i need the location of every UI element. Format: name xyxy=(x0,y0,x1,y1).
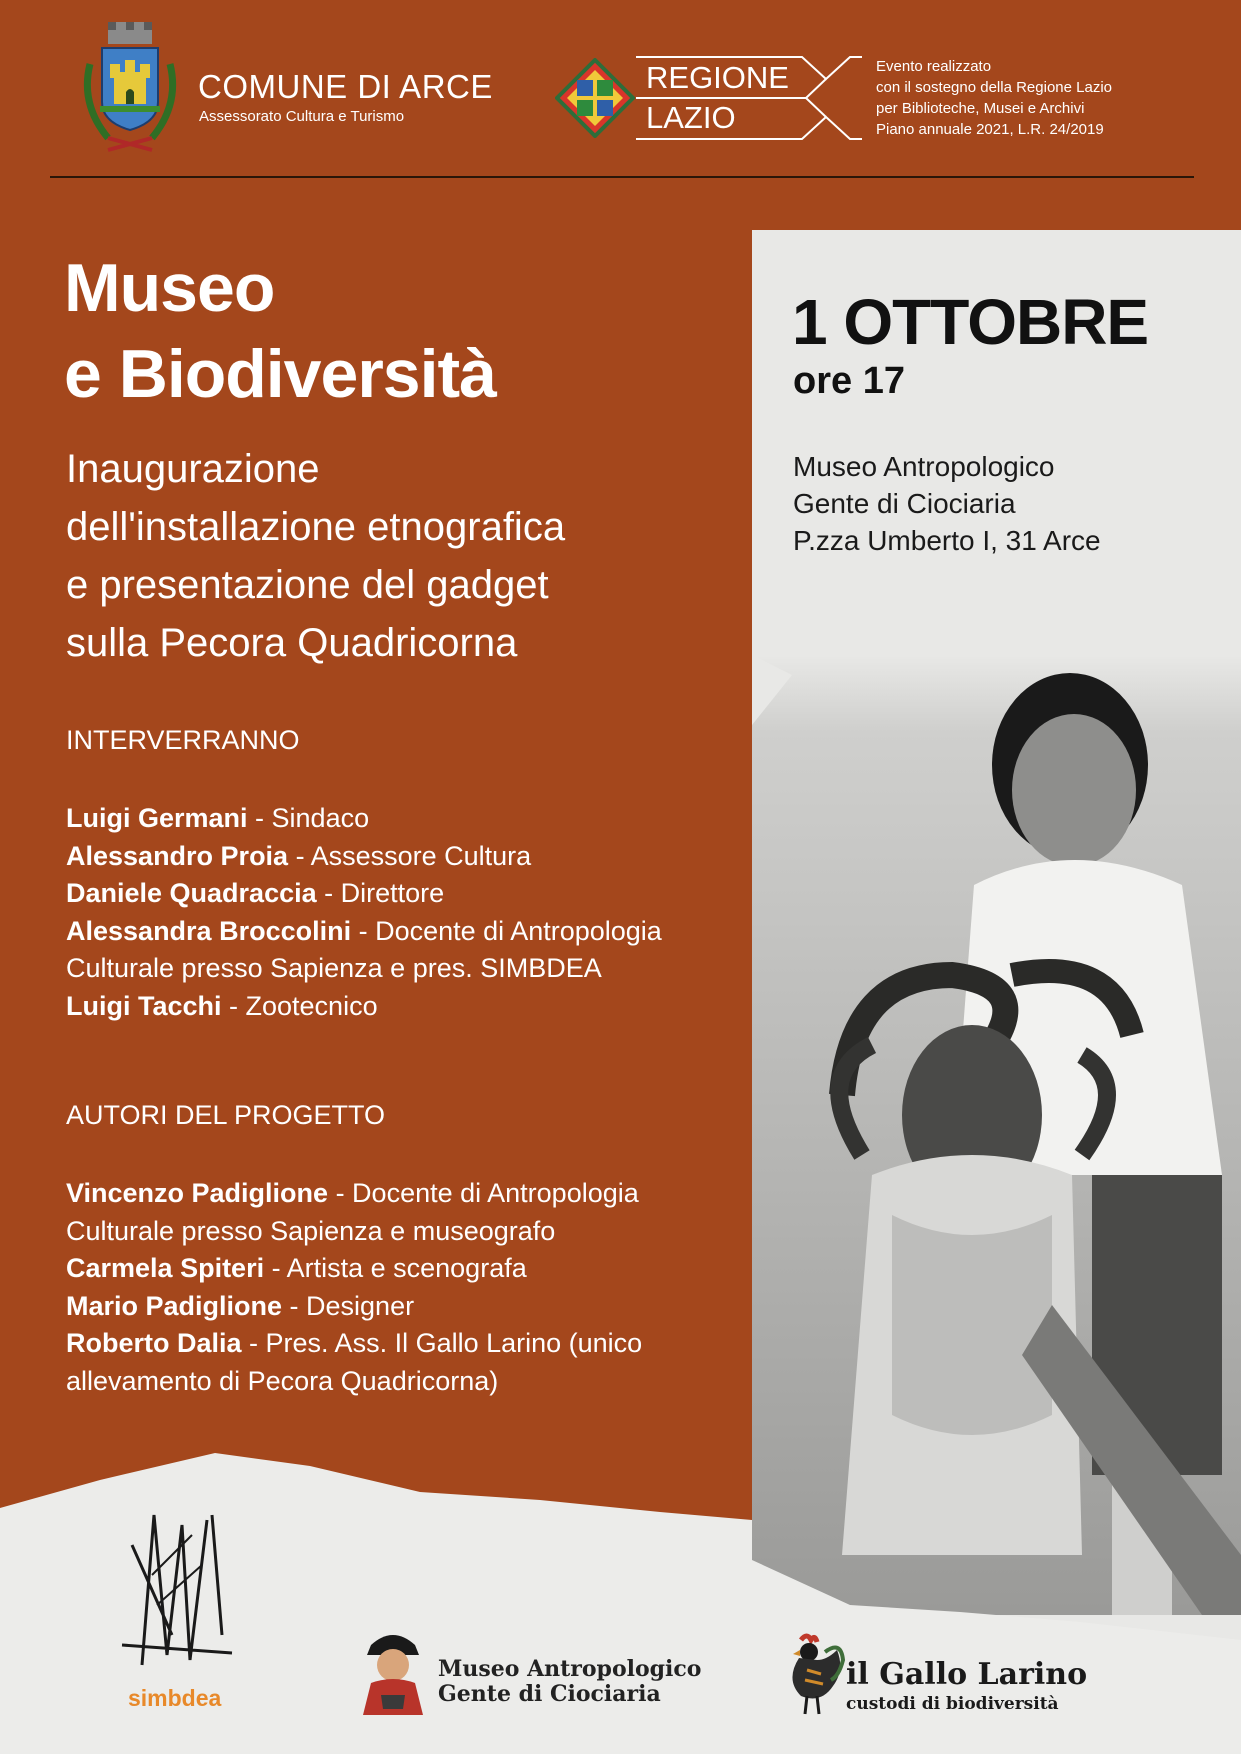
gallo-logo-line1: il Gallo Larino xyxy=(846,1657,1088,1692)
subtitle-line: Inaugurazione xyxy=(66,447,320,491)
gallo-logo-line2: custodi di biodiversità xyxy=(846,1694,1059,1714)
person-role: - Direttore xyxy=(316,878,445,908)
person-name: Luigi Tacchi xyxy=(66,990,222,1021)
person-role: - Artista e scenografa xyxy=(264,1253,527,1283)
simbdea-mark-icon xyxy=(112,1505,237,1670)
funding-note xyxy=(876,56,1112,140)
person-role: - Docente di Antropologia xyxy=(328,1178,639,1208)
event-time: ore 17 xyxy=(793,360,905,402)
event-title-line: e Biodiversità xyxy=(64,336,496,412)
person-name: Daniele Quadraccia xyxy=(66,878,317,908)
speakers-list xyxy=(66,800,662,1025)
list-item xyxy=(66,800,662,838)
list-item xyxy=(66,913,662,951)
person-role: - Zootecnico xyxy=(221,990,378,1021)
list-item xyxy=(66,838,662,876)
regione-lazio-line1: REGIONE xyxy=(646,60,789,95)
arce-crest-icon xyxy=(78,20,182,160)
rooster-icon xyxy=(781,1630,845,1716)
list-item xyxy=(66,1325,642,1363)
person-name: Roberto Dalia xyxy=(66,1328,242,1358)
authors-list xyxy=(66,1175,642,1400)
list-item xyxy=(66,988,662,1026)
person-role-continued: Culturale presso Sapienza e pres. SIMBDEA xyxy=(66,953,602,983)
person-name: Luigi Germani xyxy=(66,803,248,833)
person-name: Carmela Spiteri xyxy=(66,1253,265,1283)
person-role: - Pres. Ass. Il Gallo Larino (unico xyxy=(241,1328,643,1358)
subtitle-line: dell'installazione etnografica xyxy=(66,505,566,549)
venue-line: P.zza Umberto I, 31 Arce xyxy=(793,525,1101,556)
list-item xyxy=(66,1175,642,1213)
list-item xyxy=(66,1288,642,1326)
person-role: - Docente di Antropologia xyxy=(351,915,662,946)
person-role: - Designer xyxy=(282,1290,415,1321)
event-title xyxy=(64,245,496,417)
person-name: Alessandro Proia xyxy=(66,840,289,871)
list-item xyxy=(66,875,662,913)
subtitle-line: sulla Pecora Quadricorna xyxy=(66,621,518,665)
venue-line: Museo Antropologico xyxy=(793,451,1055,482)
person-name: Mario Padiglione xyxy=(66,1290,283,1321)
list-item xyxy=(66,1250,642,1288)
museo-logo-line2: Gente di Ciociaria xyxy=(438,1681,661,1707)
event-venue xyxy=(793,448,1101,559)
person-role-continued: Culturale presso Sapienza e museografo xyxy=(66,1215,556,1246)
person-name: Alessandra Broccolini xyxy=(66,915,352,946)
museo-figure-icon xyxy=(357,1625,429,1715)
simbdea-logo-text: simbdea xyxy=(128,1685,222,1711)
funding-line: con il sostegno della Regione Lazio xyxy=(876,79,1112,96)
person-role: - Assessore Cultura xyxy=(288,840,532,871)
event-date: 1 OTTOBRE xyxy=(792,286,1149,358)
person-name: Vincenzo Padiglione xyxy=(66,1178,329,1208)
subtitle-line: e presentazione del gadget xyxy=(66,563,549,607)
person-role-continued: allevamento di Pecora Quadricorna) xyxy=(66,1365,499,1396)
comune-subtitle: Assessorato Cultura e Turismo xyxy=(199,108,405,125)
museo-logo-line1: Museo Antropologico xyxy=(438,1656,702,1682)
authors-heading: AUTORI DEL PROGETTO xyxy=(66,1100,386,1130)
event-subtitle xyxy=(66,440,565,672)
regione-lazio-emblem-icon xyxy=(555,58,635,138)
funding-line: per Biblioteche, Musei e Archivi xyxy=(876,100,1085,117)
person-role: - Sindaco xyxy=(247,803,370,833)
speakers-heading: INTERVERRANNO xyxy=(66,725,300,755)
event-title-line: Museo xyxy=(64,250,275,326)
regione-lazio-line2: LAZIO xyxy=(646,100,736,135)
funding-line: Piano annuale 2021, L.R. 24/2019 xyxy=(876,121,1104,138)
funding-line: Evento realizzato xyxy=(876,58,992,75)
comune-title: COMUNE DI ARCE xyxy=(198,68,493,105)
header-divider xyxy=(50,176,1194,178)
venue-line: Gente di Ciociaria xyxy=(793,488,1016,519)
